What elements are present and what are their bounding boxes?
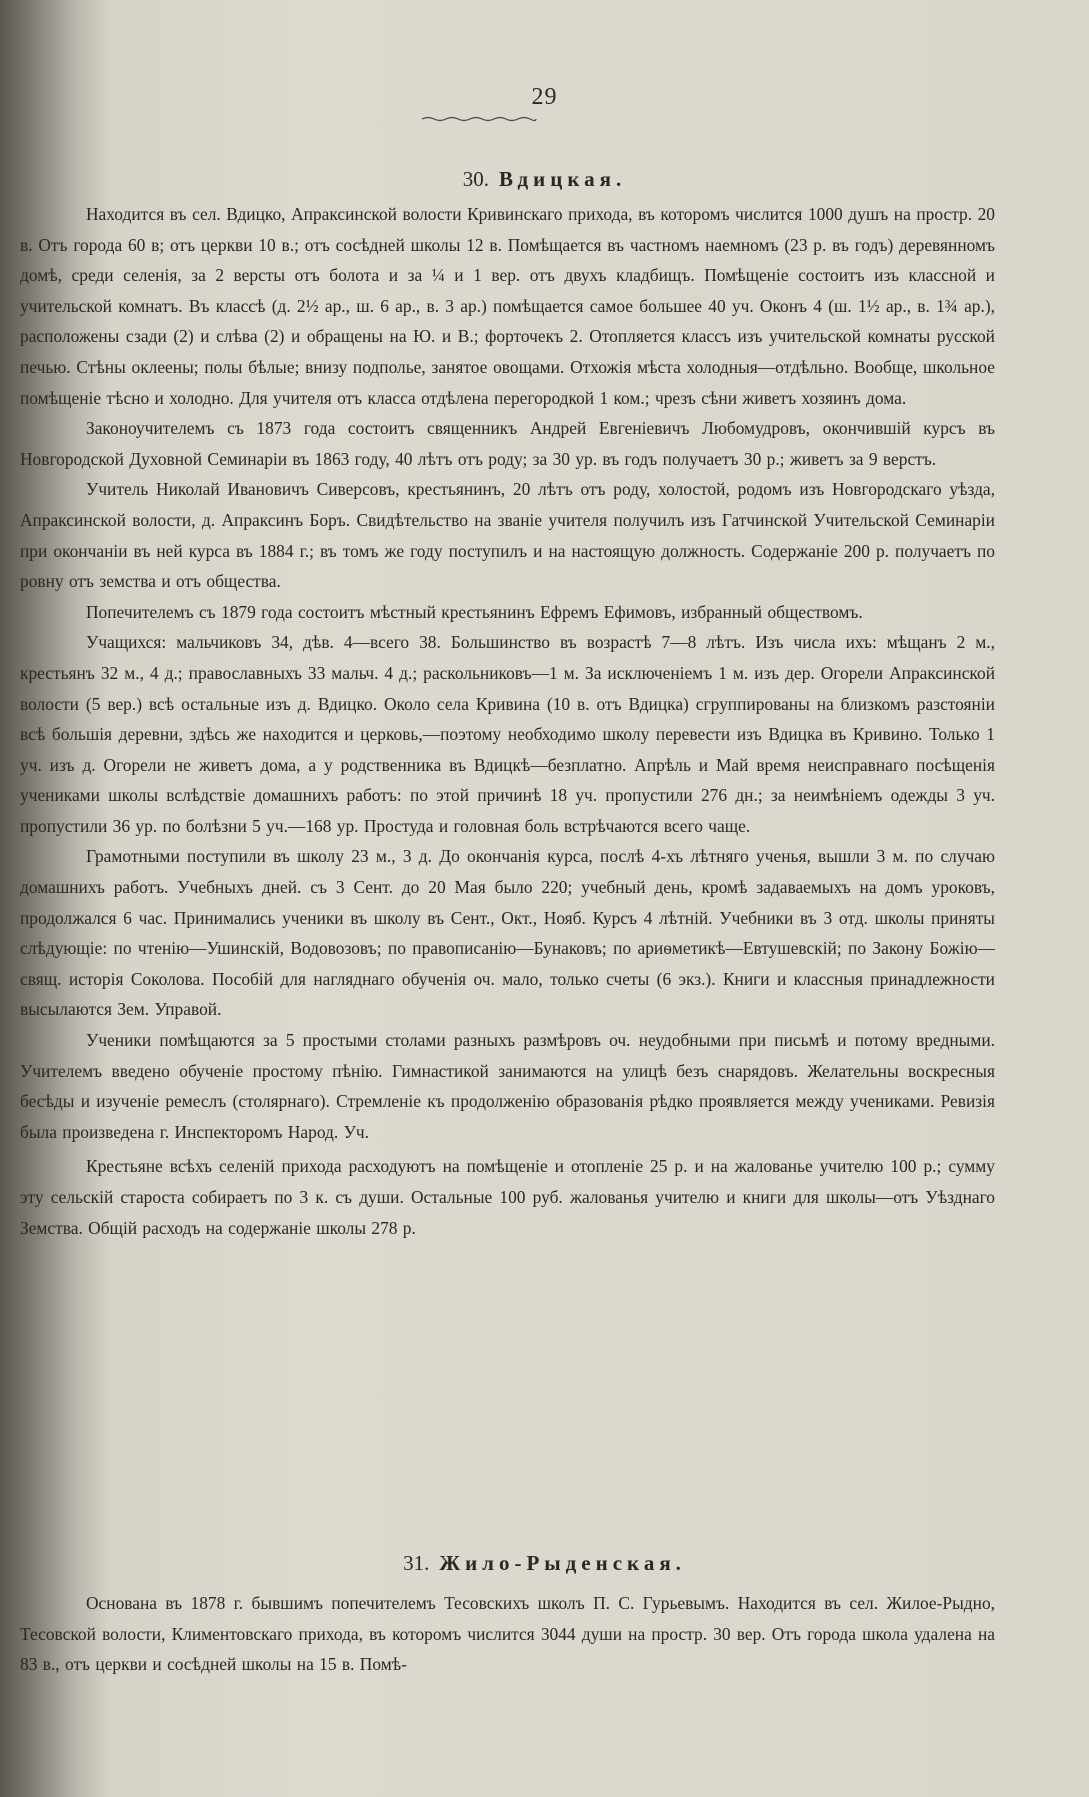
- section-number: 31.: [403, 1551, 430, 1575]
- section-heading: [0, 167, 1089, 192]
- paragraph: Учитель Николай Ивановичъ Сиверсовъ, крестьянинъ, 20 лѣтъ отъ роду, холостой, родомъ изъ Новгородскаго уѣзда, Апраксинской волости, д. Апраксинъ Боръ. Свидѣтельство на званіе учителя получилъ изъ Гатчинской Учительской Семинаріи при окончаніи въ ней курса въ 1884 г.; въ томъ же году поступилъ и на настоящую должность. Содержаніе 200 р. получаетъ по ровну отъ земства и отъ общества.: [20, 479, 995, 592]
- section-body: [20, 1588, 995, 1680]
- paragraph: Ученики помѣщаются за 5 простыми столами разныхъ размѣровъ оч. неудобными при письмѣ и потому вредными. Учителемъ введено обученіе простому пѣнію. Гимнастикой занимаются на улицѣ безъ снарядовъ. Желательны воскресныя бесѣды и изученіе ремеслъ (столярнаго). Стремленіе къ продолженію образованія рѣдко проявляется между учениками. Ревизія была произведена г. Инспекторомъ Народ. Уч.: [20, 1030, 995, 1142]
- section-number: 30.: [462, 167, 490, 191]
- section-body: [20, 199, 995, 1243]
- paragraph: Грамотными поступили въ школу 23 м., 3 д. До окончанія курса, послѣ 4-хъ лѣтняго ученья, вышли 3 м. по случаю домашнихъ работъ. Учебныхъ дней. съ 3 Сент. до 20 Мая было 220; учебный день, кромѣ задаваемыхъ на домъ уроковъ, продолжался 6 час. Принимались ученики въ школу въ Сент., Окт., Нояб. Курсъ 4 лѣтній. Учебники въ 3 отд. школы приняты слѣдующіе: по чтенію—Ушинскій, Водовозовъ; по правописанію—Бунаковъ; по ариѳметикѣ—Евтушевскій; по Закону Божію—свящ. исторія Соколова. Пособій для нагляднаго обученія оч. мало, только счеты (6 экз.). Книги и классныя принадлежности высылаются Зем. Управой.: [20, 846, 995, 1020]
- paragraph: Попечителемъ съ 1879 года состоитъ мѣстный крестьянинъ Ефремъ Ефимовъ, избранный обществомъ.: [86, 601, 863, 622]
- paragraph: Законоучителемъ съ 1873 года состоитъ священникъ Андрей Евгеніевичъ Любомудровъ, окончившій курсъ въ Новгородской Духовной Семинаріи въ 1863 году, 40 лѣтъ отъ роду; за 30 ур. въ годъ получаетъ 30 р.; живетъ за 9 верстъ.: [20, 418, 995, 469]
- paragraph: Крестьяне всѣхъ селеній прихода расходуютъ на помѣщеніе и отопленіе 25 р. и на жалованье учителю 100 р.; сумму эту сельскій староста собираетъ по 3 к. съ души. Остальные 100 руб. жалованья учителю и книги для школы—отъ Уѣзднаго Земства. Общій расходъ на содержаніе школы 278 р.: [20, 1156, 995, 1238]
- page-number-ornament: [420, 116, 538, 122]
- section-title: Жило-Рыденская.: [439, 1551, 686, 1575]
- paragraph: Находится въ сел. Вдицко, Апраксинской волости Кривинскаго прихода, въ которомъ числится 1000 душъ на простр. 20 в. Отъ города 60 в; отъ церкви 10 в.; отъ сосѣдней школы 12 в. Помѣщается въ частномъ наемномъ (23 р. въ годъ) деревянномъ домѣ, среди селенія, за 2 версты отъ болота и за ¼ и 1 вер. отъ двухъ кладбищъ. Помѣщеніе состоитъ изъ классной и учительской комнатъ. Въ классѣ (д. 2½ ар., ш. 6 ар., в. 3 ар.) помѣщается самое большее 40 уч. Оконъ 4 (ш. 1½ ар., в. 1¾ ар.), расположены сзади (2) и слѣва (2) и обращены на Ю. и В.; форточекъ 2. Отопляется классъ изъ учительской комнаты русской печью. Стѣны оклеены; полы бѣлые; внизу подполье, занятое овощами. Отхожія мѣста холодныя—отдѣльно. Вообще, школьное помѣщеніе тѣсно и холодно. Для учителя отъ класса отдѣлена перегородкой 1 ком.; чрезъ сѣни живетъ хозяинъ дома.: [20, 204, 995, 408]
- section-heading: [0, 1551, 1089, 1576]
- section-title: Вдицкая.: [499, 167, 627, 191]
- paragraph: Учащихся: мальчиковъ 34, дѣв. 4—всего 38. Большинство въ возрастѣ 7—8 лѣтъ. Изъ числа ихъ: мѣщанъ 2 м., крестьянъ 32 м., 4 д.; православныхъ 33 мальч. 4 д.; раскольниковъ—1 м. За исключеніемъ 1 м. изъ дер. Огорели Апраксинской волости (5 вер.) всѣ остальные изъ д. Вдицко. Около села Кривина (10 в. отъ Вдицка) сгруппированы на близкомъ разстояніи всѣ большія деревни, здѣсь же находится и церковь,—поэтому необходимо школу перевести изъ Вдицка въ Кривино. Только 1 уч. изъ д. Огорели не живетъ дома, а у родственника въ Вдицкѣ—безплатно. Апрѣль и Май время неисправнаго посѣщенія учениками школы вслѣдствіе домашнихъ работъ: по этой причинѣ 18 уч. пропустили 276 дн.; за неимѣніемъ одежды 3 уч. пропустили 36 ур. по болѣзни 5 уч.—168 ур. Простуда и головная боль встрѣчаются всего чаще.: [20, 632, 995, 836]
- paragraph: Основана въ 1878 г. бывшимъ попечителемъ Тесовскихъ школъ П. С. Гурьевымъ. Находится въ сел. Жилое-Рыдно, Тесовской волости, Климентовскаго прихода, въ которомъ числится 3044 души на простр. 30 вер. Отъ города школа удалена на 83 в., отъ церкви и сосѣдней школы на 15 в. Помѣ-: [20, 1593, 995, 1675]
- page-number: 29: [531, 84, 558, 110]
